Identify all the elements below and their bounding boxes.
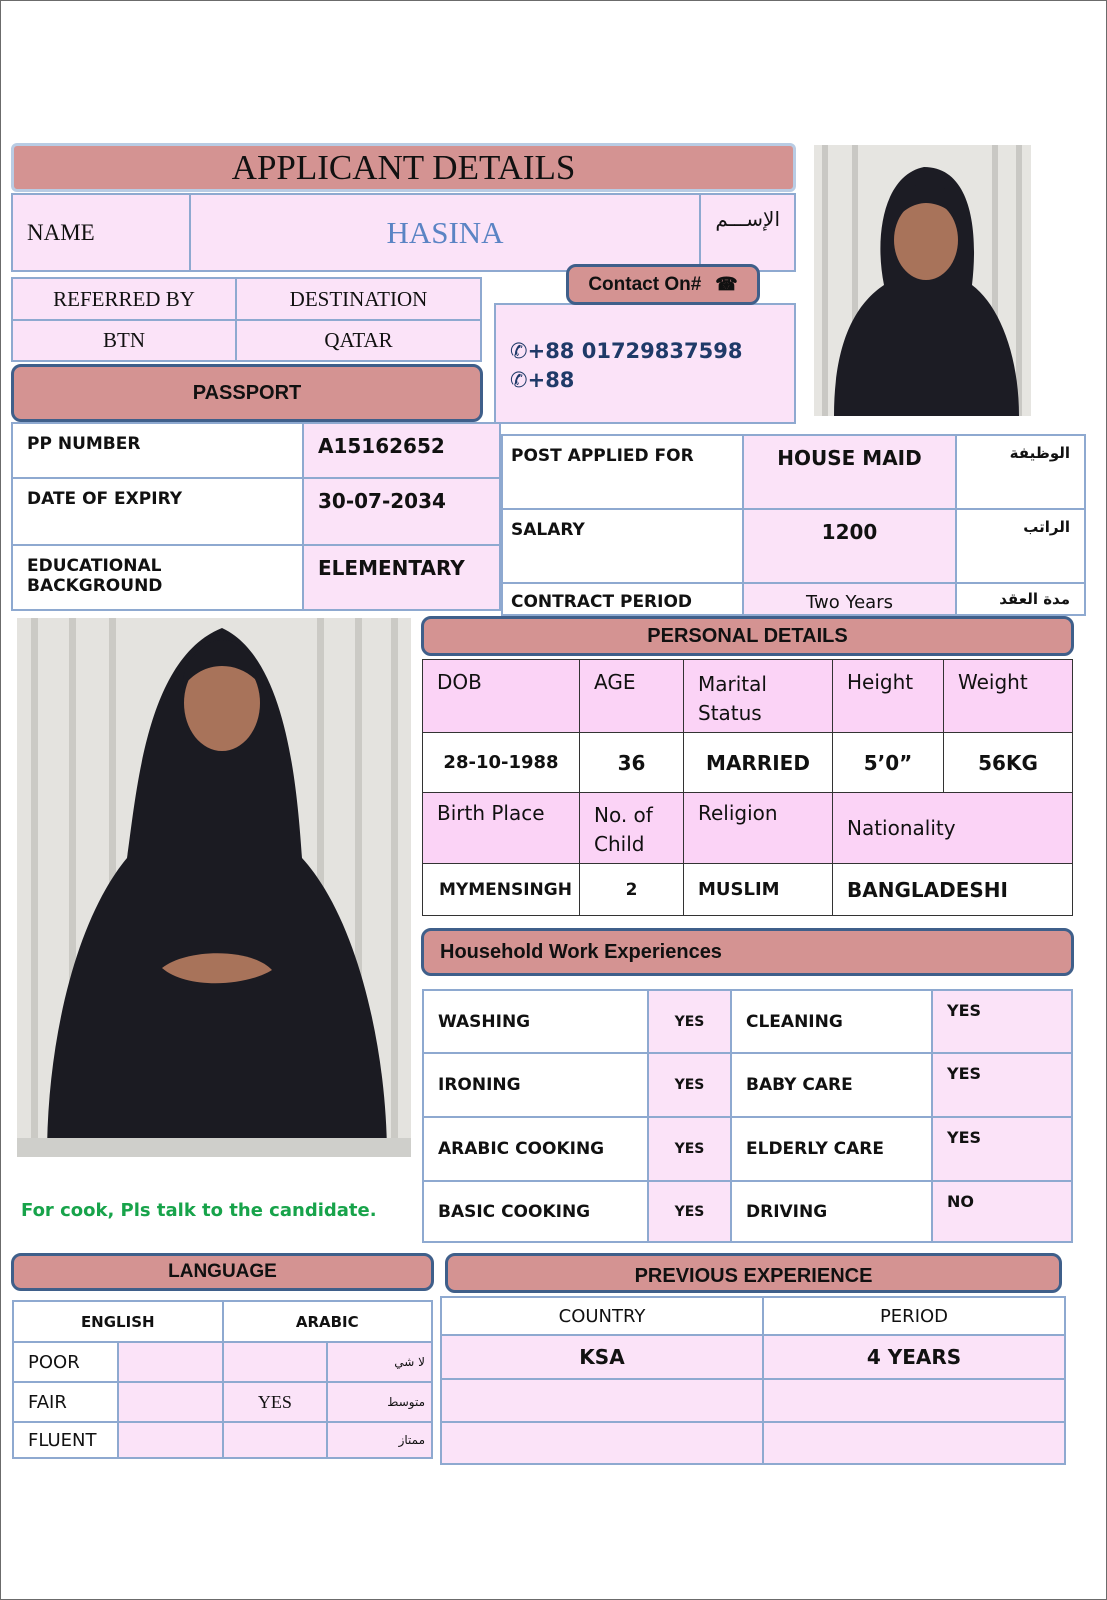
salary-value: 1200 [743,509,956,583]
language-level-poor: POOR [13,1342,118,1382]
skill-ironing-value: YES [648,1053,731,1117]
post-applied-label: POST APPLIED FOR [502,435,743,509]
arabic-header: ARABIC [223,1301,433,1342]
previous-country-2 [441,1379,763,1422]
arabic-fair-value: YES [223,1382,328,1422]
skill-basic-cooking-value: YES [648,1181,731,1242]
age-value: 36 [580,733,684,793]
nationality-value: BANGLADESHI [833,864,1073,916]
arabic-poor-value [223,1342,328,1382]
language-title: LANGUAGE [168,1261,277,1282]
education-value: ELEMENTARY [303,545,500,610]
referred-by-value: BTN [12,320,236,361]
weight-value: 56KG [944,733,1073,793]
household-banner [421,928,1074,976]
religion-value: MUSLIM [684,864,833,916]
passport-table [11,422,501,611]
period-header: PERIOD [763,1297,1065,1335]
no-of-child-header: No. of Child [580,793,684,864]
marital-status-value: MARRIED [684,733,833,793]
contact-banner [566,264,760,305]
english-poor-value [118,1342,223,1382]
passport-title: PASSPORT [192,381,302,404]
education-label: EDUCATIONAL BACKGROUND [12,545,303,610]
dob-header: DOB [423,660,580,733]
previous-period-3 [763,1422,1065,1464]
height-value: 5’0” [833,733,944,793]
page-title: APPLICANT DETAILS [231,147,576,187]
skill-ironing: IRONING [423,1053,648,1117]
skill-baby-care: BABY CARE [731,1053,932,1117]
skill-arabic-cooking: ARABIC COOKING [423,1117,648,1181]
job-table [501,434,1086,616]
skill-elderly-care: ELDERLY CARE [731,1117,932,1181]
post-applied-arabic: الوظيفة [956,435,1085,509]
household-title: Household Work Experiences [440,940,722,963]
skill-driving: DRIVING [731,1181,932,1242]
height-header: Height [833,660,944,733]
referred-by-label: REFERRED BY [12,278,236,320]
skill-baby-care-value: YES [932,1053,1072,1117]
language-level-fair: FAIR [13,1382,118,1422]
referral-table [11,277,482,362]
arabic-level-poor: لا شي [327,1342,432,1382]
arabic-level-fair: متوسط [327,1382,432,1422]
post-applied-value: HOUSE MAID [743,435,956,509]
english-header: ENGLISH [13,1301,223,1342]
salary-arabic: الراتب [956,509,1085,583]
contract-period-label: CONTRACT PERIOD [502,583,743,615]
phone-number-1: ✆+88 01729837598 [510,339,743,363]
applicant-portrait-photo [814,145,1031,416]
previous-experience-table [440,1296,1066,1465]
language-banner [11,1253,434,1291]
applicant-full-body-photo [17,618,411,1157]
personal-table [422,659,1073,916]
previous-experience-banner [445,1253,1062,1293]
arabic-fluent-value [223,1422,328,1458]
weight-header: Weight [944,660,1073,733]
applicant-name: HASINA [190,194,700,271]
pp-number-label: PP NUMBER [12,423,303,478]
skill-elderly-care-value: YES [932,1117,1072,1181]
previous-experience-title: PREVIOUS EXPERIENCE [634,1265,873,1287]
age-header: AGE [580,660,684,733]
previous-country-3 [441,1422,763,1464]
destination-value: QATAR [236,320,481,361]
previous-period-2 [763,1379,1065,1422]
contract-period-value: Two Years [743,583,956,615]
language-table [12,1300,433,1459]
english-fluent-value [118,1422,223,1458]
household-table [422,989,1073,1243]
skill-cleaning-value: YES [932,990,1072,1053]
personal-details-banner [421,616,1074,656]
language-level-fluent: FLUENT [13,1422,118,1458]
salary-label: SALARY [502,509,743,583]
religion-header: Religion [684,793,833,864]
contact-box [494,303,796,424]
phone-icon: ☎ [715,274,738,294]
contact-title: Contact On# [588,273,702,295]
english-fair-value [118,1382,223,1422]
cook-note: For cook, Pls talk to the candidate. [21,1200,377,1221]
country-header: COUNTRY [441,1297,763,1335]
date-of-expiry-label: DATE OF EXPIRY [12,478,303,545]
contract-period-arabic: مدة العقد [956,583,1085,615]
previous-country-1: KSA [441,1335,763,1379]
nationality-header: Nationality [833,793,1073,864]
marital-status-header: Marital Status [684,660,833,733]
name-label: NAME [12,194,190,271]
name-arabic-label: الإســـم [700,194,795,271]
skill-washing: WASHING [423,990,648,1053]
passport-banner [11,364,483,422]
personal-details-title: PERSONAL DETAILS [647,624,848,647]
pp-number-value: A15162652 [303,423,500,478]
phone-number-2: ✆+88 [510,368,575,392]
previous-period-1: 4 YEARS [763,1335,1065,1379]
no-of-child-value: 2 [580,864,684,916]
date-of-expiry-value: 30-07-2034 [303,478,500,545]
arabic-level-fluent: ممتاز [327,1422,432,1458]
skill-washing-value: YES [648,990,731,1053]
birth-place-header: Birth Place [423,793,580,864]
birth-place-value: MYMENSINGH [423,864,580,916]
skill-driving-value: NO [932,1181,1072,1242]
name-table [11,193,796,272]
skill-cleaning: CLEANING [731,990,932,1053]
destination-label: DESTINATION [236,278,481,320]
dob-value: 28-10-1988 [423,733,580,793]
applicant-details-banner [11,143,796,192]
skill-basic-cooking: BASIC COOKING [423,1181,648,1242]
skill-arabic-cooking-value: YES [648,1117,731,1181]
